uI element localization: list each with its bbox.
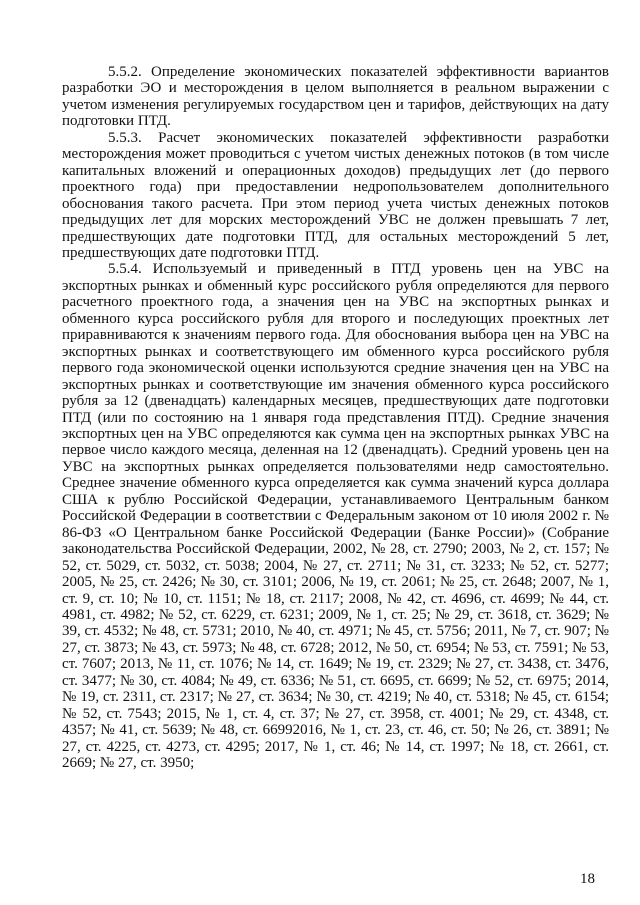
paragraph-5-5-2: 5.5.2. Определение экономических показателей эффективности вариантов разработки ЭО и месторождения в целом выполняется в реальном выражении с учетом изменения регулируемых государством цен и тарифов, действующих на дату подготовки ПТД.: [62, 64, 609, 130]
document-body: [62, 64, 609, 771]
paragraph-5-5-3: 5.5.3. Расчет экономических показателей эффективности разработки месторождения может проводиться с учетом чистых денежных потоков (в том числе капитальных вложений и операционных доходов) предыдущих лет (до первого проектного года) при предоставлении недропользователем дополнительного обоснования такого расчета. При этом период учета чистых денежных потоков предыдущих лет для морских месторождений УВС не должен превышать 7 лет, предшествующих дате подготовки ПТД, для остальных месторождений 5 лет, предшествующих дате подготовки ПТД.: [62, 129, 609, 261]
page-number: 18: [580, 871, 595, 887]
paragraph-5-5-4: 5.5.4. Используемый и приведенный в ПТД уровень цен на УВС на экспортных рынках и обменный курс российского рубля определяются для первого расчетного проектного года, а значения цен на УВС на экспортных рынках и обменного курса российского рубля для второго и последующих проектных лет приравниваются к значениям первого года. Для обоснования выбора цен на УВС на экспортных рынках и соответствующего им обменного курса российского рубля первого года экономической оценки используются средние значения цен на УВС на экспортных рынках и соответствующие им значения обменного курса российского рубля за 12 (двенадцать) календарных месяцев, предшествующих дате подготовки ПТД (или по состоянию на 1 января года представления ПТД). Средние значения экспортных цен на УВС определяются как сумма цен на экспортных рынках УВС на первое число каждого месяца, деленная на 12 (двенадцать). Средний уровень цен на УВС на экспортных рынках определяется пользователями недр самостоятельно. Среднее значение обменного курса определяется как сумма значений курса доллара США к рублю Российской Федерации, устанавливаемого Центральным банком Российской Федерации в соответствии с Федеральным законом от 10 июля 2002 г. № 86-ФЗ «О Центральном банке Российской Федерации (Банке России)» (Собрание законодательства Российской Федерации, 2002, № 28, ст. 2790; 2003, № 2, ст. 157; № 52, ст. 5029, ст. 5032, ст. 5038; 2004, № 27, ст. 2711; № 31, ст. 3233; № 52, ст. 5277; 2005, № 25, ст. 2426; № 30, ст. 3101; 2006, № 19, ст. 2061; № 25, ст. 2648; 2007, № 1, ст. 9, ст. 10; № 10, ст. 1151; № 18, ст. 2117; 2008, № 42, ст. 4696, ст. 4699; № 44, ст. 4981, ст. 4982; № 52, ст. 6229, ст. 6231; 2009, № 1, ст. 25; № 29, ст. 3618, ст. 3629; № 39, ст. 4532; № 48, ст. 5731; 2010, № 40, ст. 4971; № 45, ст. 5756; 2011, № 7, ст. 907; № 27, ст. 3873; № 43, ст. 5973; № 48, ст. 6728; 2012, № 50, ст. 6954; № 53, ст. 7591; № 53, ст. 7607; 2013, № 11, ст. 1076; № 14, ст. 1649; № 19, ст. 2329; № 27, ст. 3438, ст. 3476, ст. 3477; № 30, ст. 4084; № 49, ст. 6336; № 51, ст. 6695, ст. 6699; № 52, ст. 6975; 2014, № 19, ст. 2311, ст. 2317; № 27, ст. 3634; № 30, ст. 4219; № 40, ст. 5318; № 45, ст. 6154; № 52, ст. 7543; 2015, № 1, ст. 4, ст. 37; № 27, ст. 3958, ст. 4001; № 29, ст. 4348, ст. 4357; № 41, ст. 5639; № 48, ст. 66992016, № 1, ст. 23, ст. 46, ст. 50; № 26, ст. 3891; № 27, ст. 4225, ст. 4273, ст. 4295; 2017, № 1, ст. 46; № 14, ст. 1997; № 18, ст. 2661, ст. 2669; № 27, ст. 3950;: [62, 261, 609, 772]
